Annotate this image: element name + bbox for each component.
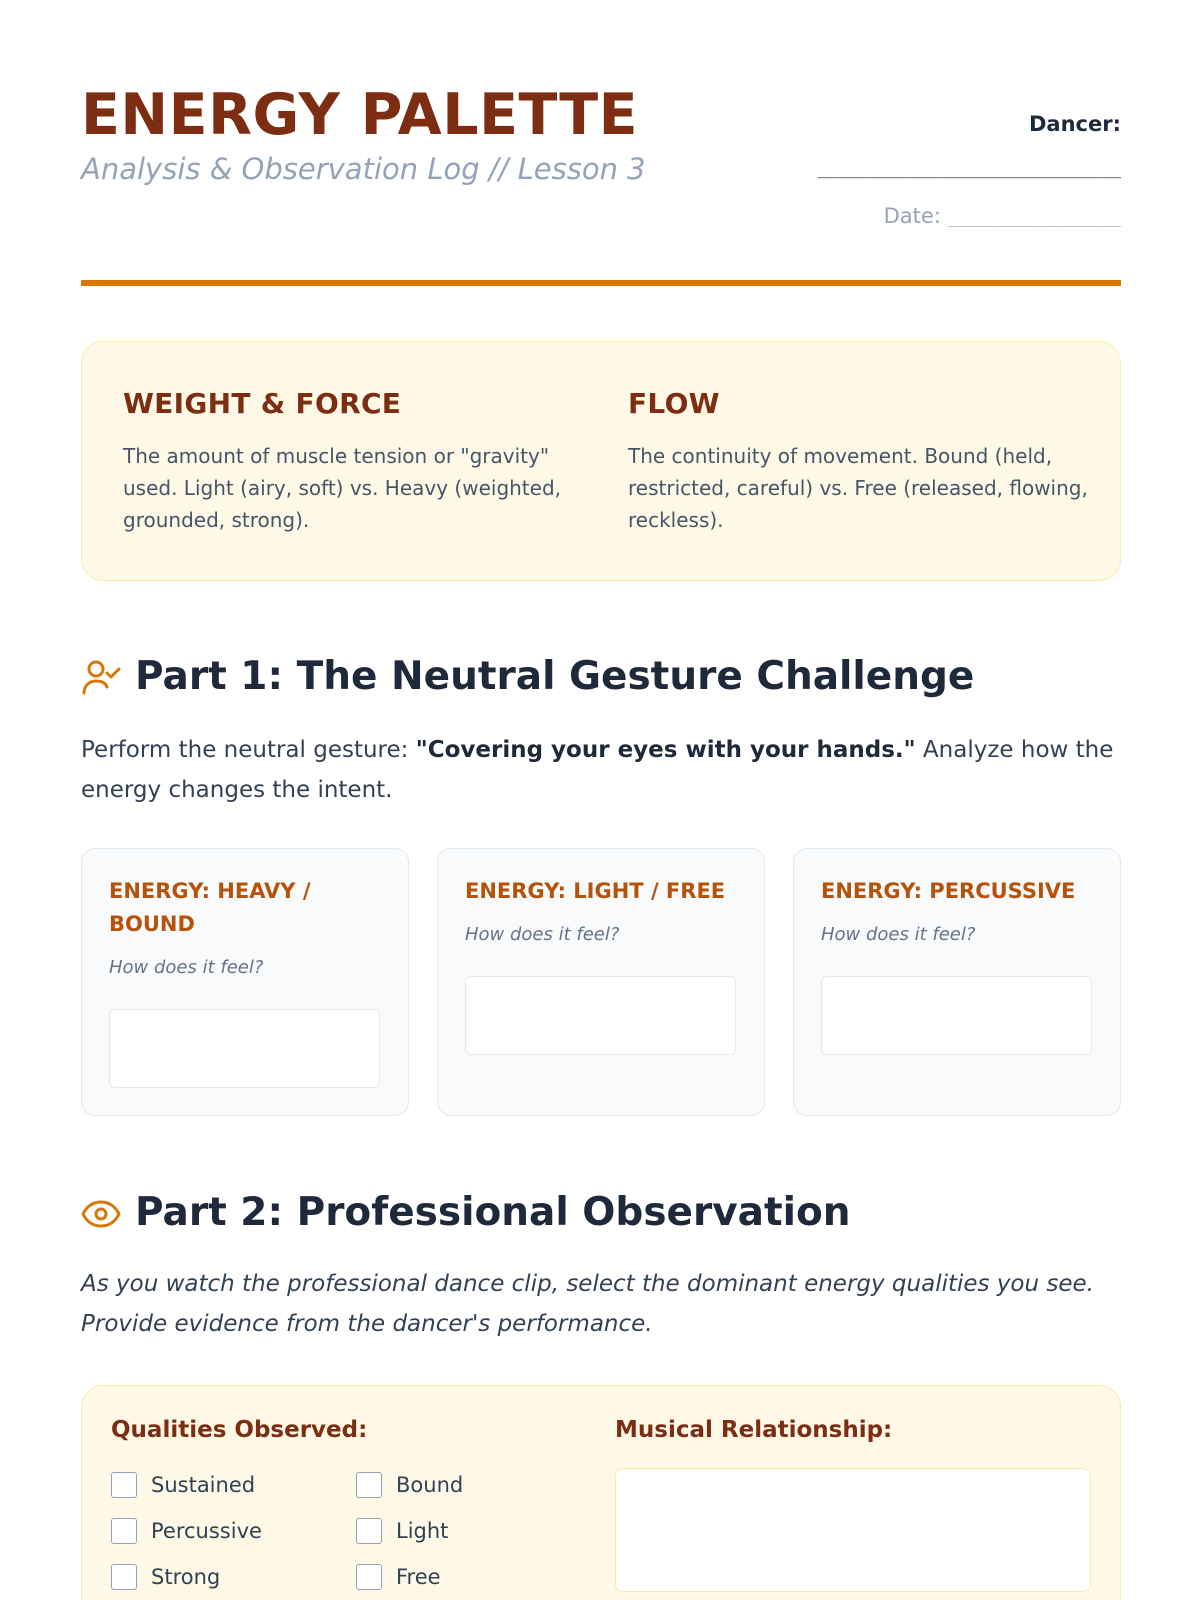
page-subtitle: Analysis & Observation Log // Lesson 3 <box>81 152 646 186</box>
musical-relationship-label: Musical Relationship: <box>615 1417 893 1443</box>
definition-weight-title: WEIGHT & FORCE <box>123 387 402 420</box>
date-row <box>741 204 1121 228</box>
definition-flow-body: The continuity of movement. Bound (held, restricted, careful) vs. Free (released, flowing, reckless). <box>628 444 1088 532</box>
energy-card-response-field[interactable] <box>821 976 1092 1055</box>
checkbox-box[interactable] <box>356 1472 382 1498</box>
energy-card-title: ENERGY: LIGHT / FREE <box>465 879 726 903</box>
energy-card-hint: How does it feel? <box>821 924 976 945</box>
checkbox-label: Bound <box>396 1473 464 1497</box>
part1-title: Part 1: The Neutral Gesture Challenge <box>135 654 975 699</box>
part1-intro-gesture: "Covering your eyes with your hands." <box>415 737 916 763</box>
definition-flow-title: FLOW <box>628 387 720 420</box>
checkbox-label: Light <box>396 1519 449 1543</box>
energy-card-hint: How does it feel? <box>109 957 264 978</box>
checkbox-box[interactable] <box>356 1518 382 1544</box>
observation-panel <box>81 1385 1121 1600</box>
checkbox-box[interactable] <box>111 1564 137 1590</box>
checkbox-label: Free <box>396 1565 441 1589</box>
header-divider <box>81 280 1121 286</box>
musical-relationship-field[interactable] <box>615 1468 1091 1592</box>
part2-title: Part 2: Professional Observation <box>135 1190 851 1235</box>
qualities-label: Qualities Observed: <box>111 1417 368 1443</box>
energy-card-heavy-bound <box>81 848 409 1116</box>
checkbox-label: Percussive <box>151 1519 262 1543</box>
worksheet-page <box>81 0 1121 1600</box>
checkbox-box[interactable] <box>356 1564 382 1590</box>
part1-intro <box>81 730 1121 810</box>
checkbox-label: Strong <box>151 1565 221 1589</box>
part1-intro-suffix: Analyze how the energy changes the intent. <box>81 737 1114 803</box>
energy-card-hint: How does it feel? <box>465 924 620 945</box>
definition-weight <box>123 386 583 536</box>
part1-heading <box>81 652 1121 702</box>
dancer-label: Dancer: <box>1029 112 1121 136</box>
checkbox-box[interactable] <box>111 1518 137 1544</box>
page-title: ENERGY PALETTE <box>81 82 639 148</box>
part2-intro: As you watch the professional dance clip, select the dominant energy qualities you see. Provide evidence from the dancer's performance. <box>81 1271 1094 1337</box>
eye-icon <box>81 1194 121 1234</box>
definitions-panel <box>81 341 1121 581</box>
part1-intro-prefix: Perform the neutral gesture: <box>81 737 416 763</box>
user-check-icon <box>81 658 121 698</box>
dancer-name-field[interactable]: ____________________________ <box>817 158 1121 179</box>
worksheet-header <box>81 80 1121 285</box>
checkbox-label: Sustained <box>151 1473 256 1497</box>
date-field[interactable]: __________________ <box>947 208 1121 227</box>
part2-heading <box>81 1188 1121 1238</box>
energy-card-light-free <box>437 848 765 1116</box>
definition-weight-body: The amount of muscle tension or "gravity" used. Light (airy, soft) vs. Heavy (weighted, grounded, strong). <box>123 444 562 532</box>
energy-card-percussive <box>793 848 1121 1116</box>
date-label: Date: <box>883 204 941 228</box>
definition-flow <box>628 386 1088 536</box>
checkbox-box[interactable] <box>111 1472 137 1498</box>
energy-card-title: ENERGY: PERCUSSIVE <box>821 879 1076 903</box>
energy-card-response-field[interactable] <box>465 976 736 1055</box>
energy-card-title: ENERGY: HEAVY / BOUND <box>109 879 311 936</box>
energy-card-response-field[interactable] <box>109 1009 380 1088</box>
